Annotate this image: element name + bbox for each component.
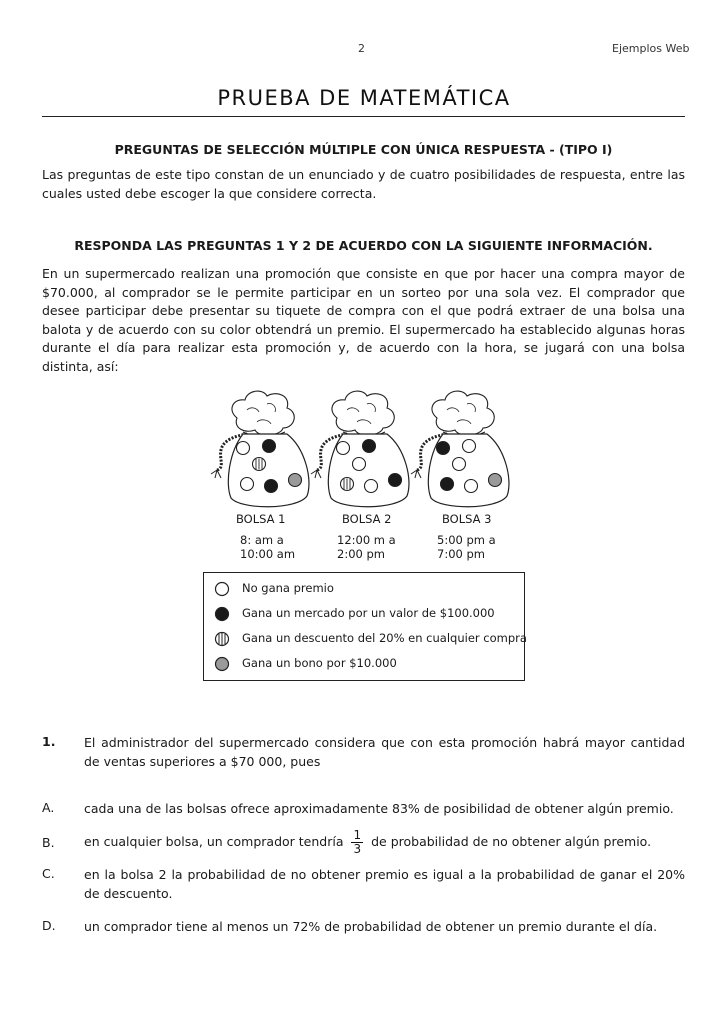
- bag-3-drawing: [411, 391, 509, 507]
- option-c-text: en la bolsa 2 la probabilidad de no obtener premio es igual a la probabilidad de ganar el 20% de descuento.: [84, 867, 685, 901]
- page-title: PRUEBA DE MATEMÁTICA: [217, 86, 511, 110]
- legend-item-gray: [204, 654, 526, 674]
- rope-tassel: [211, 470, 221, 478]
- bag-1-time: [240, 533, 295, 561]
- black-ball: [441, 478, 454, 491]
- option-c-letter: C.: [42, 866, 55, 881]
- option-b-text: [84, 827, 685, 857]
- legend-item-striped: [204, 629, 526, 649]
- legend-item-black: [204, 604, 526, 624]
- bag-1-time-end: 10:00 am: [240, 547, 296, 561]
- bag-2-time-start: 12:00 m a: [337, 533, 396, 547]
- rope-tassel: [311, 470, 321, 478]
- instruction-heading: RESPONDA LAS PREGUNTAS 1 Y 2 DE ACUERDO CON LA SIGUIENTE INFORMACIÓN.: [74, 238, 653, 253]
- legend-text-white: No gana premio: [242, 581, 334, 595]
- legend-item-white: [204, 579, 526, 599]
- option-b-letter: B.: [42, 835, 55, 850]
- bag-3-label: BOLSA 3: [442, 512, 492, 526]
- bag-3-time-start: 5:00 pm a: [437, 533, 496, 547]
- option-a-text: cada una de las bolsas ofrece aproximadamente 83% de posibilidad de obtener algún premio.: [84, 801, 674, 816]
- one-third-fraction: [351, 829, 363, 856]
- option-b-text-after: de probabilidad de no obtener algún premio.: [371, 834, 652, 849]
- bag-2-time-end: 2:00 pm: [337, 547, 385, 561]
- legend-text-striped: Gana un descuento del 20% en cualquier compra: [242, 631, 527, 645]
- fraction-denominator: 3: [353, 842, 362, 856]
- white-ball-icon: [214, 581, 230, 597]
- bag-1-label: BOLSA 1: [236, 512, 286, 526]
- bag-top-shape: [432, 391, 494, 435]
- white-ball: [365, 480, 378, 493]
- white-ball: [353, 458, 366, 471]
- option-a-letter: A.: [42, 800, 55, 815]
- black-ball: [265, 480, 278, 493]
- white-ball: [237, 442, 250, 455]
- question-number: 1.: [42, 734, 56, 749]
- site-label: Ejemplos Web: [612, 42, 690, 55]
- black-ball-icon: [214, 606, 230, 622]
- black-ball: [363, 440, 376, 453]
- page-number: 2: [358, 42, 365, 55]
- bag-2-time: [337, 533, 396, 561]
- option-d-letter: D.: [42, 918, 56, 933]
- rope-tassel: [411, 470, 421, 478]
- bag-2-label: BOLSA 2: [342, 512, 392, 526]
- bag-2-drawing: [311, 391, 409, 507]
- black-ball: [389, 474, 402, 487]
- intro-paragraph: Las preguntas de este tipo constan de un enunciado y de cuatro posibilidades de respuesta, entre las cuales usted debe escoger la que considere correcta.: [42, 167, 685, 201]
- bag-1-time-start: 8: am a: [240, 533, 284, 547]
- bag-3-time-end: 7:00 pm: [437, 547, 485, 561]
- striped-ball-icon: [214, 631, 230, 647]
- legend-box: [203, 572, 525, 681]
- bag-top-shape: [232, 391, 294, 435]
- black-ball: [437, 442, 450, 455]
- white-ball: [337, 442, 350, 455]
- legend-text-black: Gana un mercado por un valor de $100.000: [242, 606, 495, 620]
- title-rule: [42, 116, 685, 117]
- option-b-text-before: en cualquier bolsa, un comprador tendría: [84, 834, 344, 849]
- gray-ball: [289, 474, 302, 487]
- gray-ball-icon: [214, 656, 230, 672]
- gray-ball: [489, 474, 502, 487]
- white-ball: [453, 458, 466, 471]
- bags-illustration: [195, 388, 535, 513]
- bag-1-drawing: [211, 391, 309, 507]
- question-text: El administrador del supermercado considera que con esta promoción habrá mayor cantidad de ventas superiores a $70 000, pues: [84, 735, 685, 769]
- option-d-text: un comprador tiene al menos un 72% de probabilidad de obtener un premio durante el día.: [84, 919, 658, 934]
- bag-top-shape: [332, 391, 394, 435]
- white-ball: [465, 480, 478, 493]
- white-ball: [241, 478, 254, 491]
- black-ball: [263, 440, 276, 453]
- white-ball: [463, 440, 476, 453]
- legend-text-gray: Gana un bono por $10.000: [242, 656, 397, 670]
- context-paragraph: En un supermercado realizan una promoción que consiste en que por hacer una compra mayor de $70.000, al comprador se le permite participar en un sorteo por una sola vez. El comprador que desee participar debe presentar su tiquete de compra con el que podrá extraer de una bolsa una balota y de acuerdo con su color obtendrá un premio. El supermercado ha establecido algunas horas durante el día para realizar esta promoción y, de acuerdo con la hora, se jugará con una bolsa distinta, así:: [42, 266, 685, 374]
- fraction-numerator: 1: [353, 828, 362, 842]
- section-heading: PREGUNTAS DE SELECCIÓN MÚLTIPLE CON ÚNICA RESPUESTA - (TIPO I): [114, 142, 613, 157]
- bag-3-time: [437, 533, 496, 561]
